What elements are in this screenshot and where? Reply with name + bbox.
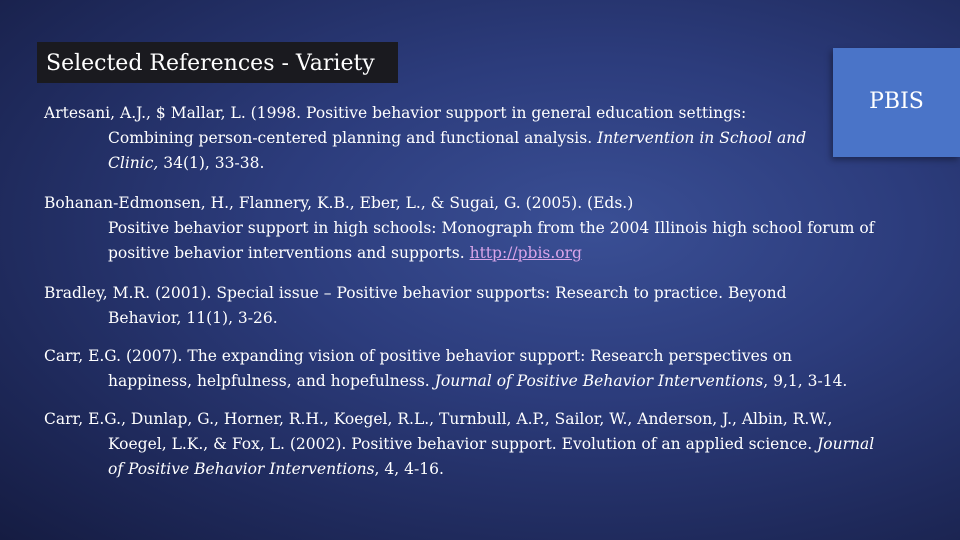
reference-text: Koegel, L.K., & Fox, L. (2002). Positive behavior support. Evolution of an applied science. — [108, 435, 818, 453]
reference-line: Carr, E.G. (2007). The expanding vision of positive behavior support: Research perspectives on — [44, 347, 793, 365]
reference-line: Bradley, M.R. (2001). Special issue – Positive behavior supports: Research to practice. Beyond — [44, 284, 787, 302]
reference-text: positive behavior interventions and supports. — [108, 244, 470, 262]
reference-text: 34(1), 33-38. — [158, 154, 265, 172]
reference-journal: Intervention in School and — [597, 129, 807, 147]
reference-journal: of Positive Behavior Interventions — [108, 460, 375, 478]
reference-line: Artesani, A.J., $ Mallar, L. (1998. Positive behavior support in general education settings: — [44, 104, 747, 122]
pbis-link[interactable]: http://pbis.org — [469, 244, 582, 262]
reference-line: Carr, E.G., Dunlap, G., Horner, R.H., Koegel, R.L., Turnbull, A.P., Sailor, W., Anderson, J., Albin, R.W., — [44, 410, 833, 428]
reference-item — [44, 344, 847, 394]
reference-line: Positive behavior support in high schools: Monograph from the 2004 Illinois high school forum of — [108, 219, 875, 237]
pbis-badge-label: PBIS — [869, 89, 924, 114]
reference-text: , 4, 4-16. — [374, 460, 444, 478]
reference-line — [76, 151, 806, 176]
reference-item — [44, 407, 874, 482]
reference-line: Bohanan-Edmonsen, H., Flannery, K.B., Eber, L., & Sugai, G. (2005). (Eds.) — [44, 194, 634, 212]
slide-title: Selected References - Variety — [37, 42, 398, 83]
reference-item — [44, 101, 806, 176]
reference-line: Behavior, 11(1), 3-26. — [108, 309, 278, 327]
reference-line — [76, 432, 874, 457]
reference-line — [76, 241, 874, 266]
pbis-badge — [833, 48, 960, 157]
reference-item — [44, 191, 874, 266]
reference-journal: Journal of Positive Behavior Interventions — [434, 372, 764, 390]
reference-line — [76, 126, 806, 151]
reference-journal: Journal — [817, 435, 875, 453]
reference-journal: Clinic, — [108, 154, 159, 172]
reference-line — [76, 369, 847, 394]
reference-text: Combining person-centered planning and functional analysis. — [108, 129, 598, 147]
reference-line — [76, 457, 874, 482]
reference-item — [44, 281, 787, 331]
reference-text: , 9,1, 3-14. — [763, 372, 848, 390]
reference-text: happiness, helpfulness, and hopefulness. — [108, 372, 435, 390]
